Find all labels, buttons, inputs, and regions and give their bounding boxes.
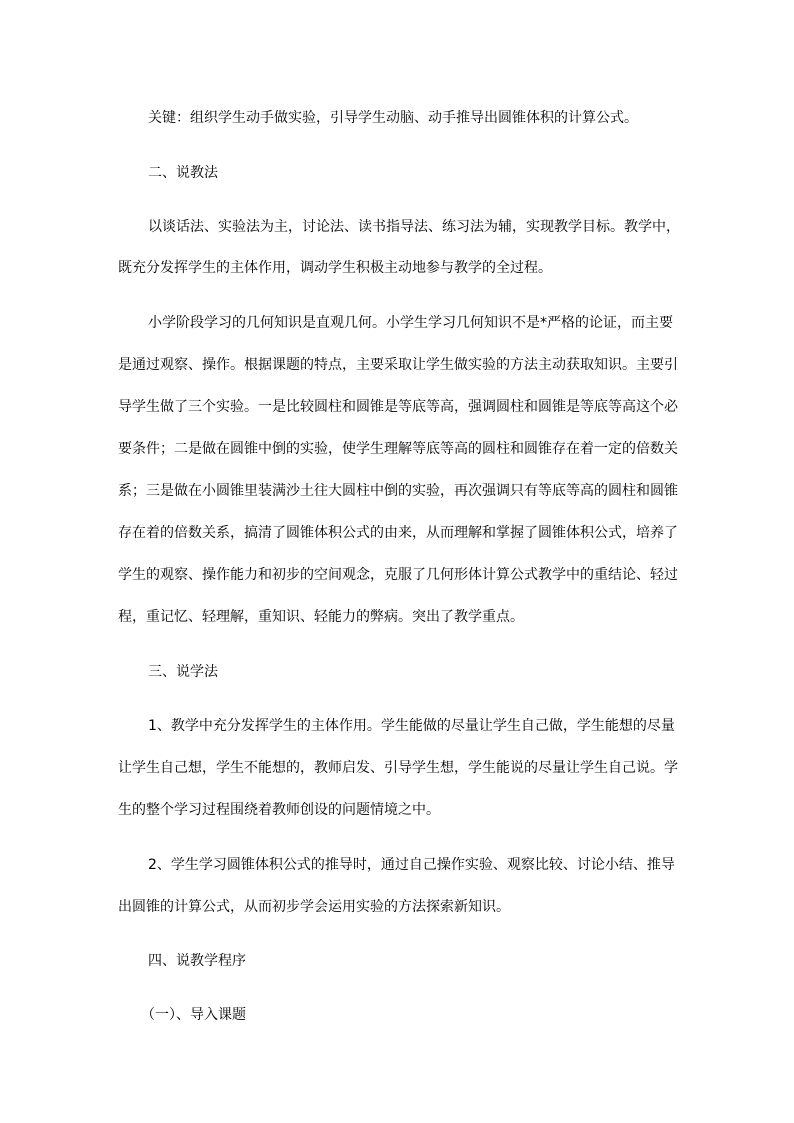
paragraph-teaching-method-2-line-8: 程，重记忆、轻理解，重知识、轻能力的弊病。突出了教学重点。 [118,609,524,625]
sub-heading-introduce-topic: （一）、导入课题 [141,1007,246,1023]
paragraph-teaching-method-2-line-1: 小学阶段学习的几何知识是直观几何。小学生学习几何知识不是*严格的论证，而主要 [148,315,673,331]
paragraph-learning-method-2-line-1: 2、学生学习圆锥体积公式的推导时，通过自己操作实验、观察比较、讨论小结、推导 [148,857,675,873]
paragraph-teaching-method-2-line-7: 学生的观察、操作能力和初步的空间观念，克服了几何形体计算公式教学中的重结论、轻过 [118,567,678,583]
section-heading-teaching-procedure: 四、说教学程序 [148,953,246,969]
paragraph-learning-method-1-line-3: 生的整个学习过程围绕着教师创设的问题情境之中。 [118,802,440,818]
paragraph-teaching-method-2-line-3: 导学生做了三个实验。一是比较圆柱和圆锥是等底等高，强调圆柱和圆锥是等底等高这个必 [118,399,678,415]
paragraph-teaching-method-1-line-1: 以谈话法、实验法为主，讨论法、读书指导法、练习法为辅，实现教学目标。教学中， [148,219,680,235]
paragraph-key-point-line-1: 关键：组织学生动手做实验，引导学生动脑、动手推导出圆锥体积的计算公式。 [148,110,638,126]
paragraph-learning-method-1-line-1: 1、教学中充分发挥学生的主体作用。学生能做的尽量让学生自己做，学生能想的尽量 [148,718,675,734]
paragraph-teaching-method-2-line-6: 存在着的倍数关系，搞清了圆锥体积公式的由来，从而理解和掌握了圆锥体积公式，培养了 [118,525,678,541]
section-heading-teaching-method: 二、说教法 [148,165,218,181]
paragraph-learning-method-1-line-2: 让学生自己想，学生不能想的，教师启发、引导学生想，学生能说的尽量让学生自己说。学 [118,760,678,776]
paragraph-teaching-method-2-line-5: 系；三是做在小圆锥里装满沙土往大圆柱中倒的实验，再次强调只有等底等高的圆柱和圆锥 [118,483,678,499]
paragraph-learning-method-2-line-2: 出圆锥的计算公式，从而初步学会运用实验的方法探索新知识。 [118,899,510,915]
paragraph-teaching-method-1-line-2: 既充分发挥学生的主体作用，调动学生积极主动地参与教学的全过程。 [118,260,552,276]
section-heading-learning-method: 三、说学法 [148,664,218,680]
paragraph-teaching-method-2-line-2: 是通过观察、操作。根据课题的特点，主要采取让学生做实验的方法主动获取知识。主要引 [118,357,678,373]
paragraph-teaching-method-2-line-4: 要条件；二是做在圆锥中倒的实验，使学生理解等底等高的圆柱和圆锥存在着一定的倍数关 [118,441,678,457]
